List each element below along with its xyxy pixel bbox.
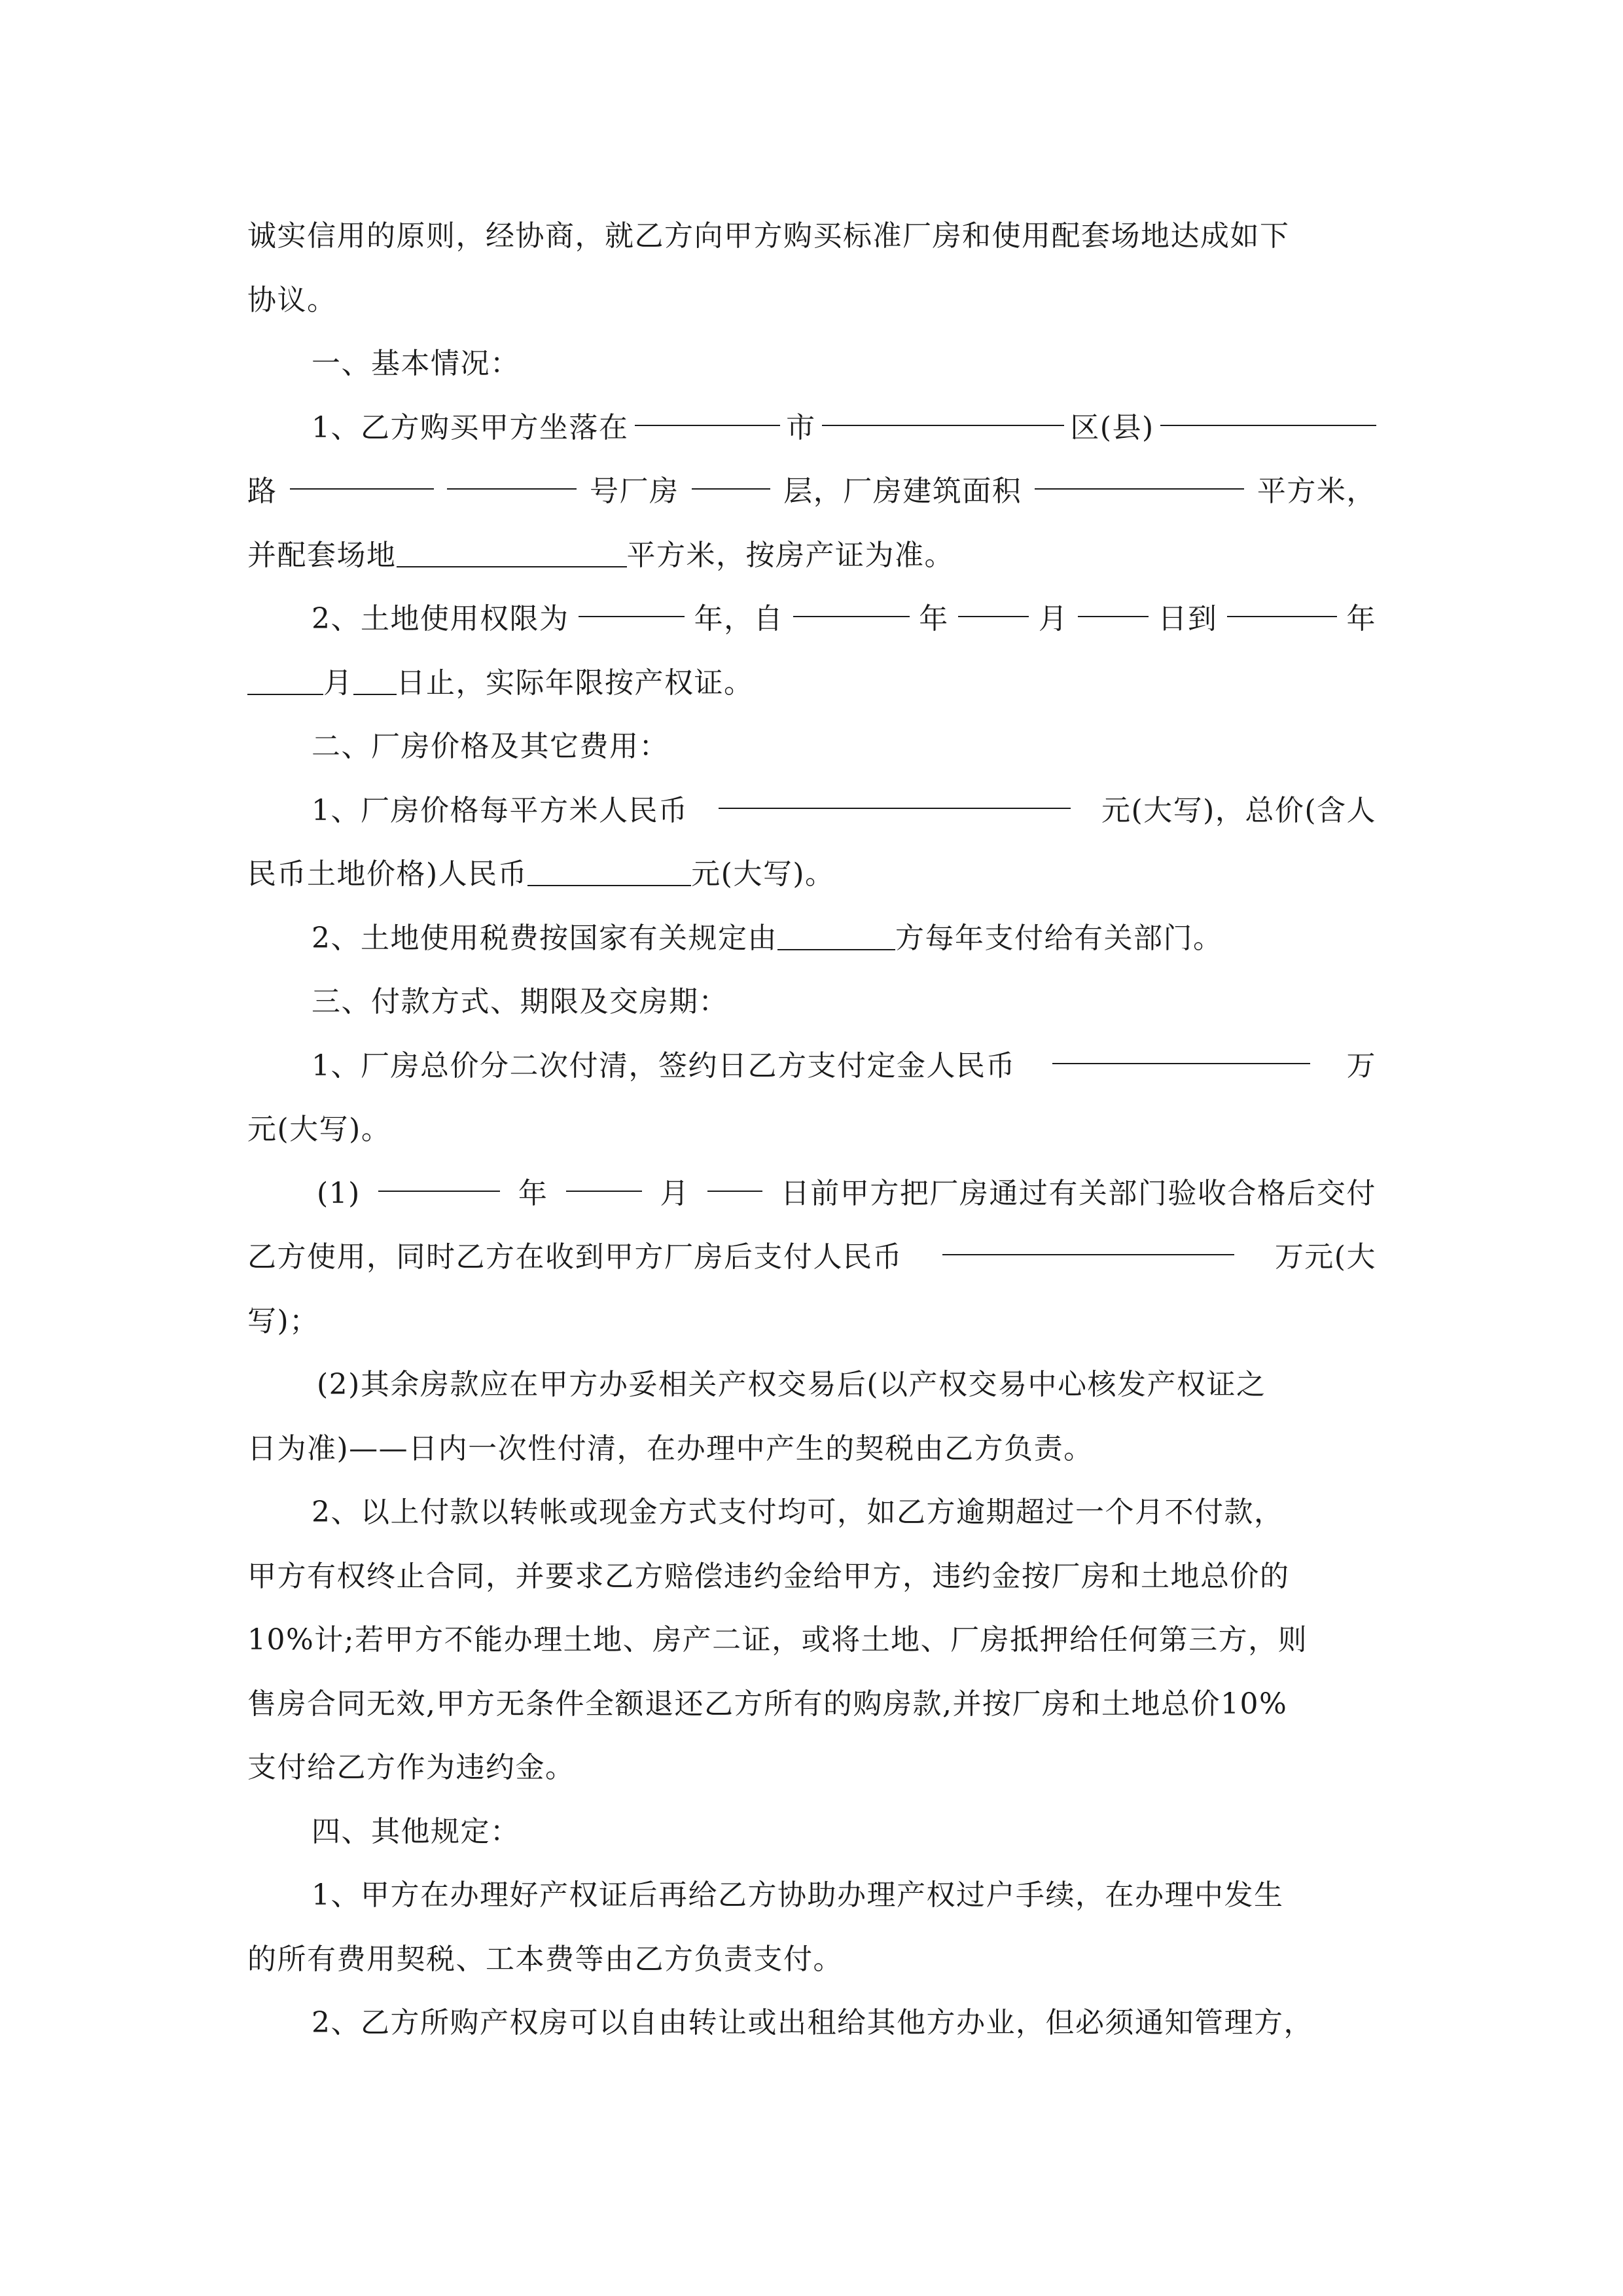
text-segment: 2、土地使用税费按国家有关规定由 bbox=[312, 921, 777, 955]
text-segment: 2、土地使用权限为 bbox=[312, 602, 569, 636]
section-3-sub-1-line-2 bbox=[247, 1225, 1376, 1289]
text-segment: 年 bbox=[518, 1176, 548, 1210]
fill-blank-unit-price[interactable] bbox=[719, 779, 1071, 809]
fill-blank-tax-payer[interactable] bbox=[777, 920, 895, 950]
text-segment: 并配套场地 bbox=[247, 538, 397, 572]
text-segment: 日到 bbox=[1158, 602, 1218, 636]
section-2-heading: 二、厂房价格及其它费用： bbox=[312, 730, 669, 763]
text-segment: 元(大写)。 bbox=[691, 857, 835, 891]
text-segment: 民币土地价格)人民币 bbox=[247, 857, 528, 891]
section-3-item-2-line-4: 售房合同无效,甲方无条件全额退还乙方所有的购房款,并按厂房和土地总价10% bbox=[247, 1687, 1288, 1721]
text-segment: 乙方使用，同时乙方在收到甲方厂房后支付人民币 bbox=[247, 1240, 902, 1274]
text-segment: 年，自 bbox=[694, 602, 784, 636]
fill-blank-handover-day[interactable] bbox=[707, 1162, 762, 1192]
section-3-item-2-line-2: 甲方有权终止合同，并要求乙方赔偿违约金给甲方，违约金按厂房和土地总价的 bbox=[247, 1559, 1290, 1593]
section-4-heading: 四、其他规定： bbox=[312, 1814, 520, 1848]
fill-blank-city[interactable] bbox=[635, 396, 780, 426]
section-3-sub-2-line-1: (2)其余房款应在甲方办妥相关产权交易后(以产权交易中心核发产权证之 bbox=[317, 1368, 1266, 1401]
fill-blank-district[interactable] bbox=[822, 396, 1064, 426]
section-3-sub-1-line-1 bbox=[247, 1162, 1376, 1226]
section-3-heading: 三、付款方式、期限及交房期： bbox=[312, 985, 728, 1018]
fill-blank-site-area[interactable] bbox=[397, 537, 627, 567]
section-4-item-1-line-2: 的所有费用契税、工本费等由乙方负责支付。 bbox=[247, 1942, 843, 1976]
section-3-sub-2-line-2: 日为准)——日内一次性付清，在办理中产生的契税由乙方负责。 bbox=[247, 1431, 1094, 1465]
fill-blank-land-years[interactable] bbox=[579, 587, 685, 617]
section-3-item-1-line-1 bbox=[247, 1034, 1376, 1098]
text-segment: 元(大写)，总价(含人 bbox=[1101, 793, 1376, 827]
text-segment: 月 bbox=[660, 1176, 690, 1210]
text-segment: 日前甲方把厂房通过有关部门验收合格后交付 bbox=[780, 1176, 1376, 1210]
fill-blank-road-name[interactable] bbox=[1160, 396, 1376, 426]
section-4-item-2-line-1: 2、乙方所购产权房可以自由转让或出租给其他方办业，但必须通知管理方， bbox=[312, 2006, 1313, 2039]
intro-line-1: 诚实信用的原则，经协商，就乙方向甲方购买标准厂房和使用配套场地达成如下 bbox=[247, 219, 1290, 253]
text-segment: 月 bbox=[323, 666, 353, 700]
text-segment: 平方米，按房产证为准。 bbox=[626, 538, 954, 572]
fill-blank-handover-month[interactable] bbox=[566, 1162, 642, 1192]
section-1-heading: 一、基本情况： bbox=[312, 347, 520, 380]
section-1-item-1-line-2 bbox=[247, 459, 1376, 524]
fill-blank-start-month[interactable] bbox=[958, 587, 1029, 617]
text-segment: 号厂房 bbox=[590, 475, 679, 508]
section-3-sub-1-line-3: 写)； bbox=[247, 1304, 319, 1338]
fill-blank-total-price[interactable] bbox=[527, 856, 691, 886]
fill-blank-road[interactable] bbox=[290, 459, 434, 490]
fill-blank-deposit[interactable] bbox=[1052, 1034, 1310, 1064]
section-2-item-1-line-1 bbox=[247, 779, 1376, 843]
section-3-item-1-line-2: 元(大写)。 bbox=[247, 1113, 391, 1146]
text-segment: 1、乙方购买甲方坐落在 bbox=[312, 410, 629, 444]
section-2-item-1-line-2 bbox=[247, 842, 1376, 906]
section-3-item-2-line-1: 2、以上付款以转帐或现金方式支付均可，如乙方逾期超过一个月不付款， bbox=[312, 1496, 1284, 1529]
text-segment: 1、厂房总价分二次付清，签约日乙方支付定金人民币 bbox=[312, 1049, 1016, 1083]
section-4-item-1-line-1: 1、甲方在办理好产权证后再给乙方协助办理产权过户手续，在办理中发生 bbox=[312, 1878, 1284, 1912]
text-segment: 区(县) bbox=[1070, 410, 1154, 444]
fill-blank-start-day[interactable] bbox=[1078, 587, 1149, 617]
fill-blank-building-area[interactable] bbox=[1035, 459, 1244, 490]
text-segment: 万元(大 bbox=[1274, 1240, 1376, 1274]
fill-blank-start-year[interactable] bbox=[793, 587, 910, 617]
contract-body bbox=[247, 204, 1376, 2055]
fill-blank-end-year[interactable] bbox=[1227, 587, 1337, 617]
fill-blank-handover-year[interactable] bbox=[378, 1162, 500, 1192]
text-segment: 方每年支付给有关部门。 bbox=[895, 921, 1223, 955]
text-segment: (1) bbox=[317, 1176, 361, 1210]
section-3-item-2-line-5: 支付给乙方作为违约金。 bbox=[247, 1751, 575, 1784]
text-segment: 万 bbox=[1346, 1049, 1376, 1083]
text-segment: 平方米， bbox=[1257, 475, 1376, 508]
section-3-item-2-line-3: 10%计;若甲方不能办理土地、房产二证，或将土地、厂房抵押给任何第三方，则 bbox=[247, 1623, 1308, 1657]
fill-blank-end-day[interactable] bbox=[353, 665, 397, 695]
fill-blank-second-payment[interactable] bbox=[942, 1225, 1234, 1255]
intro-line-2: 协议。 bbox=[247, 283, 337, 317]
fill-blank-end-month[interactable] bbox=[247, 665, 323, 695]
fill-blank-building-number[interactable] bbox=[447, 459, 577, 490]
text-segment: 1、厂房价格每平方米人民币 bbox=[312, 793, 688, 827]
section-1-item-2-line-1 bbox=[247, 587, 1376, 651]
text-segment: 年 bbox=[919, 602, 949, 636]
section-1-item-1-line-3 bbox=[247, 524, 1376, 588]
fill-blank-floor[interactable] bbox=[692, 459, 770, 490]
text-segment: 层，厂房建筑面积 bbox=[783, 475, 1022, 508]
text-segment: 月 bbox=[1038, 602, 1069, 636]
section-2-item-2 bbox=[247, 906, 1376, 971]
text-segment: 日止，实际年限按产权证。 bbox=[396, 666, 754, 700]
section-1-item-1-line-1 bbox=[247, 396, 1376, 460]
text-segment: 年 bbox=[1346, 602, 1376, 636]
section-1-item-2-line-2 bbox=[247, 651, 1376, 715]
text-segment: 路 bbox=[247, 475, 277, 508]
text-segment: 市 bbox=[786, 410, 816, 444]
